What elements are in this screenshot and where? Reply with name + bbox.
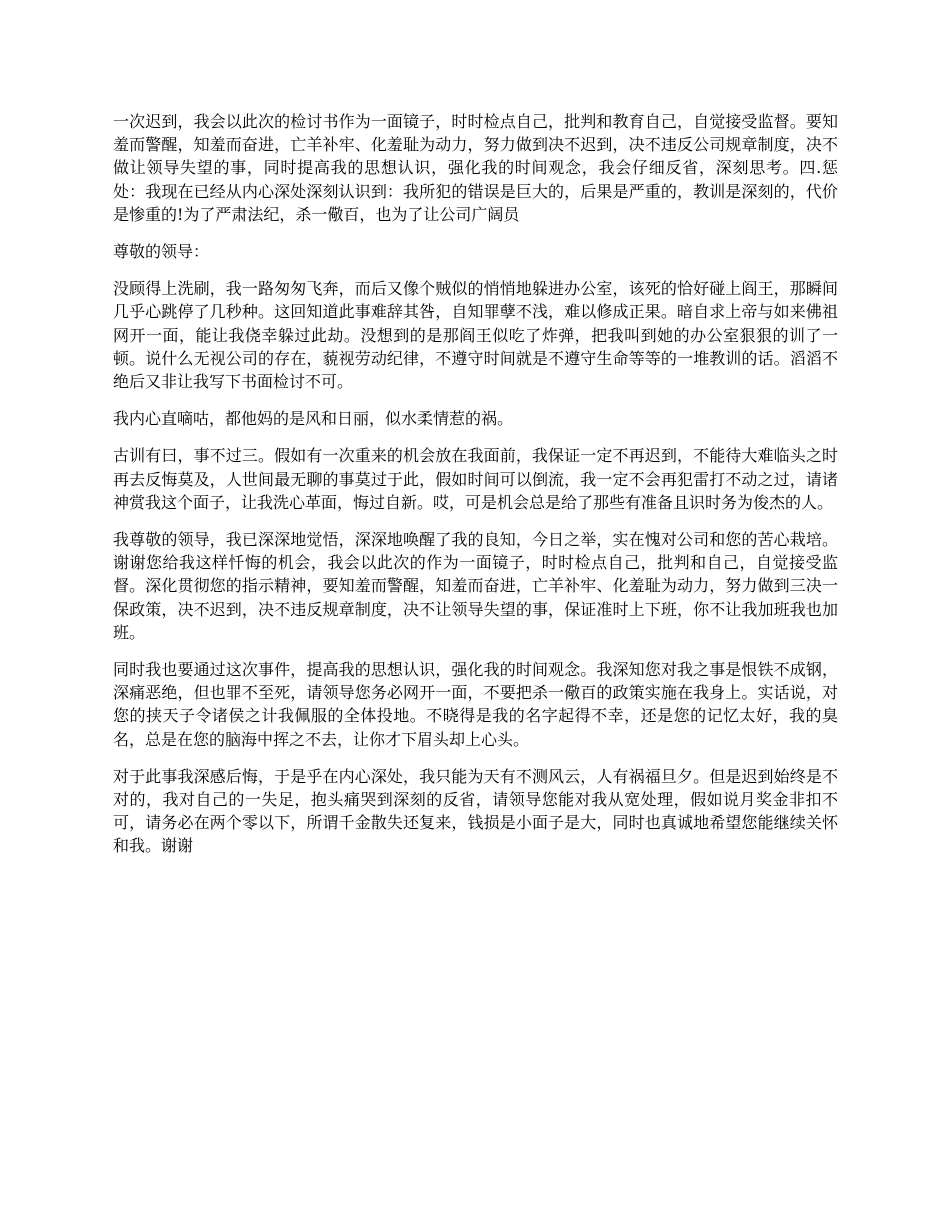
paragraph-reflection: 同时我也要通过这次事件，提高我的思想认识，强化我的时间观念。我深知您对我之事是恨铁不成钢，深痛恶绝，但也罪不至死，请领导您务必网开一面，不要把杀一儆百的政策实施在我身上。实话说，对您的挟天子令诸侯之计我佩服的全体投地。不晓得是我的名字起得不幸，还是您的记忆太好，我的臭名，总是在您的脑海中挥之不去，让你才下眉头却上心头。 bbox=[113, 660, 838, 749]
paragraph-closing: 对于此事我深感后悔，于是乎在内心深处，我只能为天有不测风云，人有祸福旦夕。但是迟到始终是不对的，我对自己的一失足，抱头痛哭到深刻的反省，请领导您能对我从宽处理，假如说月奖金非扣不可，请务必在两个零以下，所谓千金散失还复来，钱损是小面子是大，同时也真诚地希望您能继续关怀和我。谢谢 bbox=[113, 766, 838, 856]
paragraph-promise: 古训有曰，事不过三。假如有一次重来的机会放在我面前，我保证一定不再迟到，不能待大难临头之时再去反悔莫及，人世间最无聊的事莫过于此，假如时间可以倒流，我一定不会再犯雷打不动之过，请诸神赏我这个面子，让我洗心革面，悔过自新。哎，可是机会总是给了那些有准备且识时务为俊杰的人。 bbox=[113, 446, 838, 512]
paragraph-complaint: 我内心直嘀咕，都他妈的是风和日丽，似水柔情惹的祸。 bbox=[113, 409, 514, 429]
paragraph-incident: 没顾得上洗刷，我一路匆匆飞奔，而后又像个贼似的悄悄地躲进办公室，该死的恰好碰上阎王，那瞬间几乎心跳停了几秒种。这回知道此事难辞其咎，自知罪孽不浅，难以修成正果。暗自求上帝与如来佛祖网开一面，能让我侥幸躲过此劫。没想到的是那阎王似吃了炸弹，把我叫到她的办公室狠狠的训了一顿。说什么无视公司的存在，藐视劳动纪律，不遵守时间就是不遵守生命等等的一堆教训的话。滔滔不绝后又非让我写下书面检讨不可。 bbox=[113, 279, 838, 392]
paragraph-awakening: 我尊敬的领导，我已深深地觉悟，深深地唤醒了我的良知，今日之举，实在愧对公司和您的苦心栽培。谢谢您给我这样忏悔的机会，我会以此次的作为一面镜子，时时检点自己，批判和自己，自觉接受监督。深化贯彻您的指示精神，要知羞而警醒，知羞而奋进，亡羊补牢、化羞耻为动力，努力做到三决一保政策，决不迟到，决不违反规章制度，决不让领导失望的事，保证准时上下班，你不让我加班我也加班。 bbox=[113, 530, 838, 642]
document-page bbox=[113, 110, 838, 872]
paragraph-discipline: 一次迟到，我会以此次的检讨书作为一面镜子，时时检点自己，批判和教育自己，自觉接受监督。要知羞而警醒，知羞而奋进，亡羊补牢、化羞耻为动力，努力做到决不迟到，决不违反公司规章制度，决不做让领导失望的事，同时提高我的思想认识，强化我的时间观念，我会仔细反省，深刻思考。四.惩处：我现在已经从内心深处深刻认识到：我所犯的错误是巨大的，后果是严重的，教训是深刻的，代价是惨重的!为了严肃法纪，杀一儆百，也为了让公司广阔员 bbox=[113, 112, 838, 224]
salutation: 尊敬的领导： bbox=[113, 242, 210, 262]
